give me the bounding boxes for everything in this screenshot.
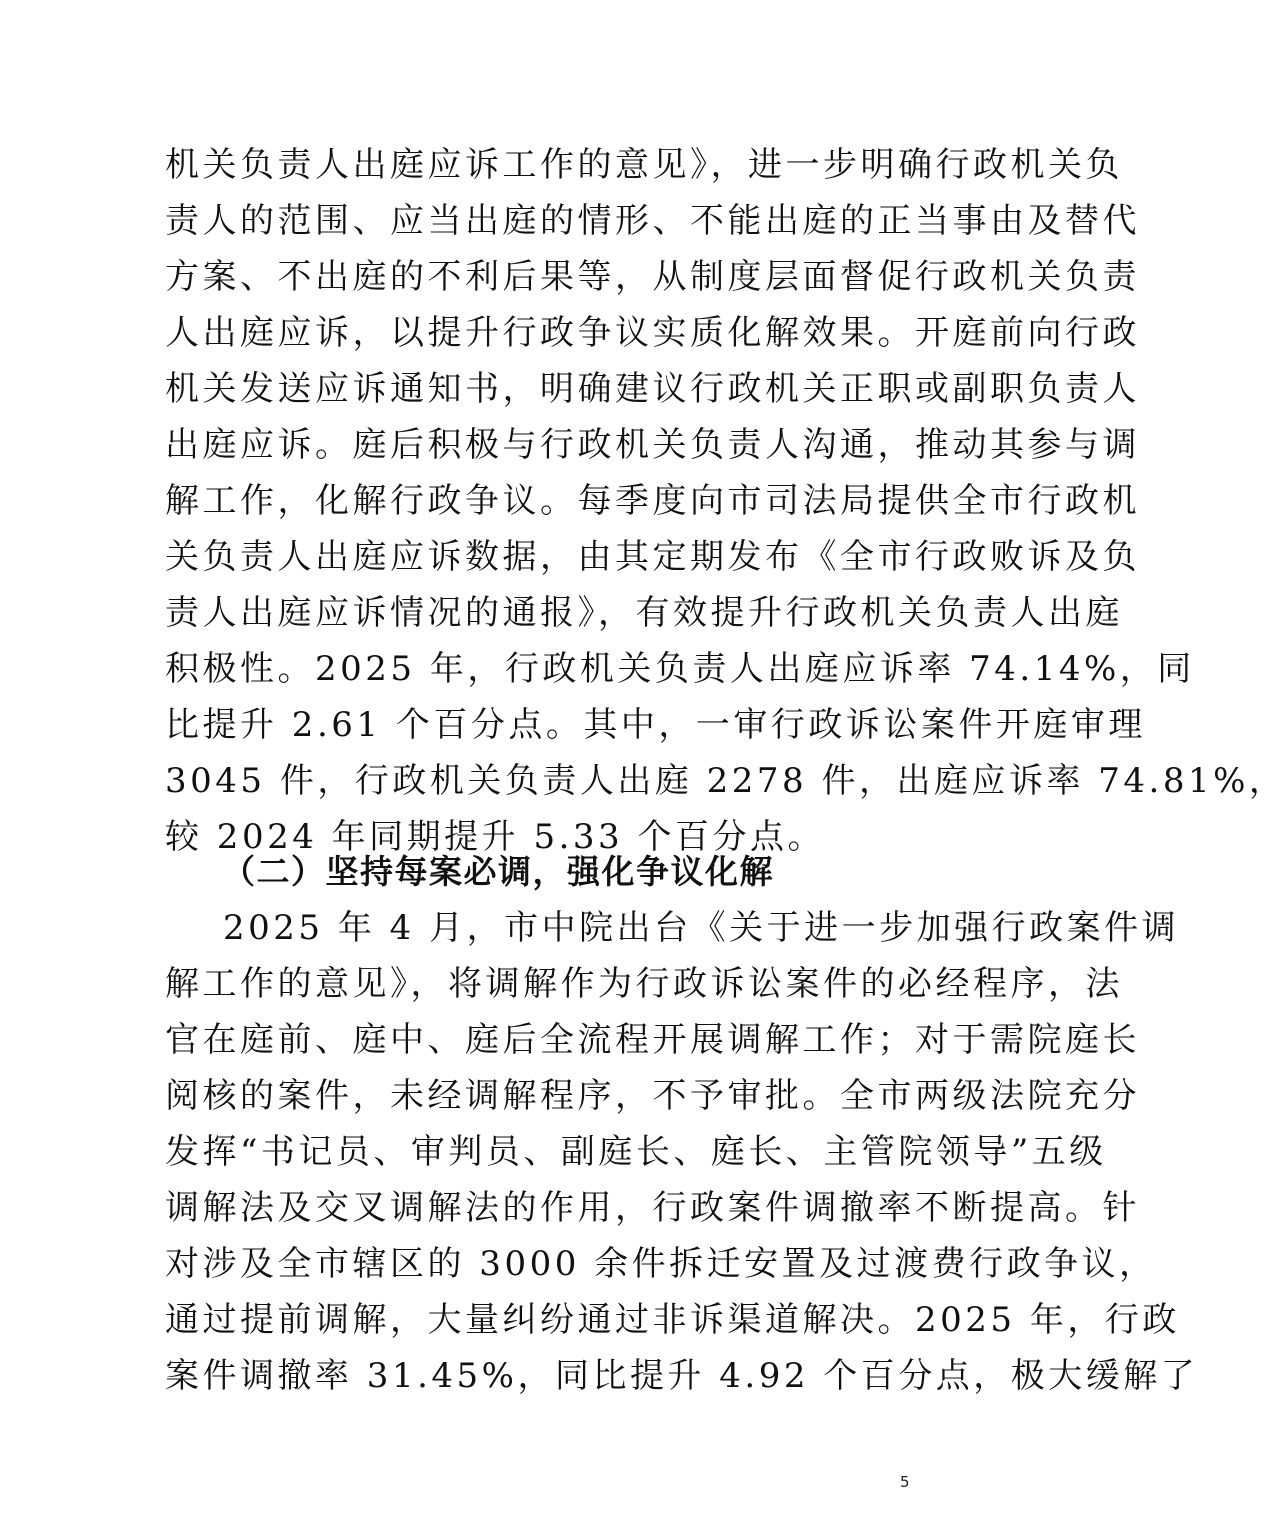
- paragraph-line: 方案、不出庭的不利后果等，从制度层面督促行政机关负责: [165, 257, 1140, 297]
- paragraph-line: 阅核的案件，未经调解程序，不予审批。全市两级法院充分: [165, 1076, 1140, 1116]
- paragraph-line: 对涉及全市辖区的 3000 余件拆迁安置及过渡费行政争议，: [165, 1244, 1157, 1284]
- paragraph-line: 积极性。2025 年，行政机关负责人出庭应诉率 74.14%，同: [165, 649, 1195, 689]
- paragraph-line: 3045 件，行政机关负责人出庭 2278 件，出庭应诉率 74.81%，: [165, 761, 1286, 801]
- paragraph-line: 通过提前调解，大量纠纷通过非诉渠道解决。2025 年，行政: [165, 1300, 1180, 1340]
- paragraph-line: 出庭应诉。庭后积极与行政机关负责人沟通，推动其参与调: [165, 425, 1140, 465]
- paragraph-line: 关负责人出庭应诉数据，由其定期发布《全市行政败诉及负: [165, 537, 1140, 577]
- paragraph-line: 2025 年 4 月，市中院出台《关于进一步加强行政案件调: [223, 908, 1180, 948]
- paragraph-line: 责人出庭应诉情况的通报》，有效提升行政机关负责人出庭: [165, 593, 1123, 633]
- section-heading: （二）坚持每案必调，强化争议化解: [222, 852, 774, 891]
- page-number: 5: [900, 1473, 910, 1491]
- paragraph-line: 较 2024 年同期提升 5.33 个百分点。: [165, 817, 825, 857]
- paragraph-line: 调解法及交叉调解法的作用，行政案件调撤率不断提高。针: [165, 1188, 1140, 1228]
- paragraph-line: 解工作，化解行政争议。每季度向市司法局提供全市行政机: [165, 481, 1140, 521]
- paragraph-line: 案件调撤率 31.45%，同比提升 4.92 个百分点，极大缓解了: [165, 1356, 1199, 1396]
- paragraph-line: 责人的范围、应当出庭的情形、不能出庭的正当事由及替代: [165, 201, 1140, 241]
- paragraph-line: 机关发送应诉通知书，明确建议行政机关正职或副职负责人: [165, 369, 1140, 409]
- paragraph-line: 比提升 2.61 个百分点。其中，一审行政诉讼案件开庭审理: [165, 705, 1146, 745]
- paragraph-responsible-persons-appearance: [165, 137, 1286, 865]
- paragraph-line: 人出庭应诉，以提升行政争议实质化解效果。开庭前向行政: [165, 313, 1140, 353]
- paragraph-mediation: [165, 900, 1199, 1404]
- paragraph-line: 官在庭前、庭中、庭后全流程开展调解工作；对于需院庭长: [165, 1020, 1140, 1060]
- paragraph-line: 解工作的意见》，将调解作为行政诉讼案件的必经程序，法: [165, 964, 1123, 1004]
- paragraph-line: 发挥“书记员、审判员、副庭长、庭长、主管院领导”五级: [165, 1132, 1107, 1172]
- paragraph-line: 机关负责人出庭应诉工作的意见》，进一步明确行政机关负: [165, 145, 1123, 185]
